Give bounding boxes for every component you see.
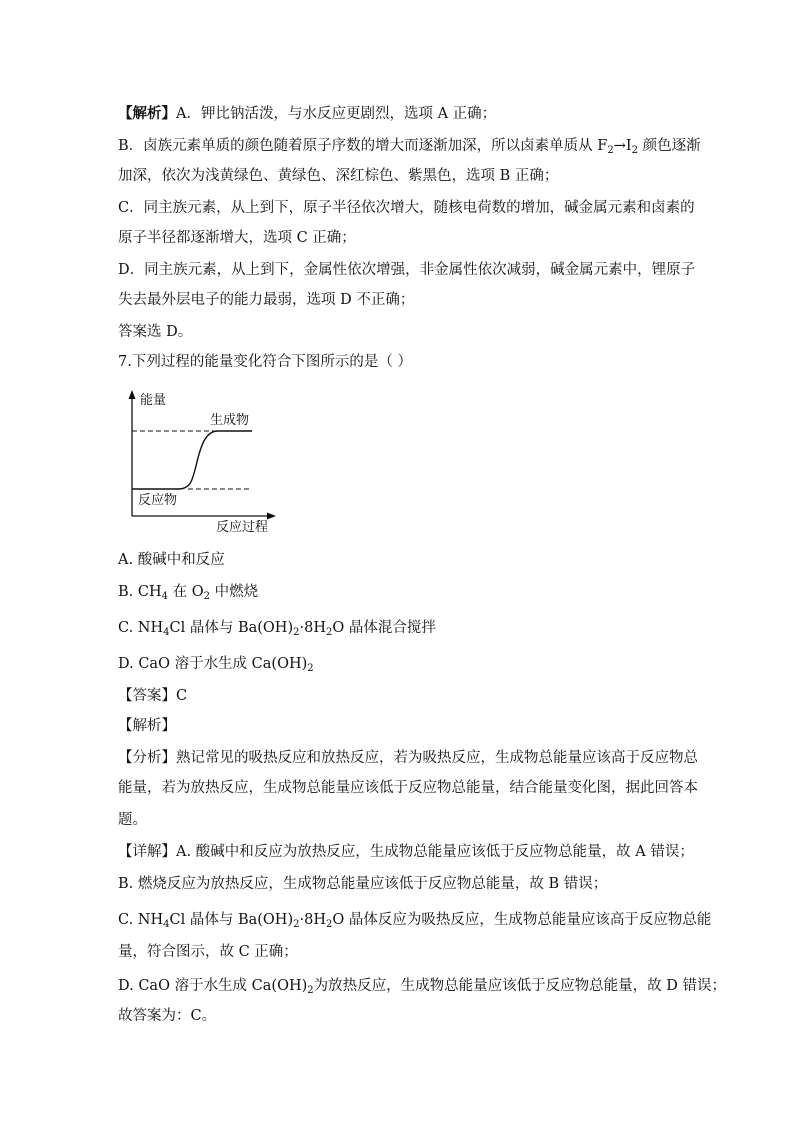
subscript: 2: [293, 919, 300, 930]
analysis-b-text-end: 颜色逐渐: [637, 138, 701, 154]
xiangjie-d: [118, 976, 726, 996]
xiangjie-d-text: D. CaO 溶于水生成 Ca(OH): [118, 978, 308, 994]
option-c-text: C. NH: [118, 620, 164, 636]
analysis-d-line1: D．同主族元素，从上到下，金属性依次增强，非金属性依次减弱，碱金属元素中，锂原子: [118, 262, 696, 278]
subscript: 2: [607, 145, 614, 156]
fenxi-line3: 题。: [118, 812, 147, 828]
analysis-d-line2: 失去最外层电子的能力最弱，选项 D 不正确；: [118, 292, 415, 308]
analysis-answer: 答案选 D。: [118, 324, 193, 340]
option-b: [118, 582, 258, 602]
product-label: 生成物: [210, 413, 250, 428]
subscript: 2: [203, 591, 210, 602]
subscript: 4: [161, 591, 168, 602]
option-c: [118, 618, 436, 638]
xiangjie-c-line2: 量，符合图示，故 C 正确；: [118, 944, 298, 960]
x-axis-label: 反应过程: [216, 520, 269, 535]
xiangjie-c-line1: [118, 910, 711, 930]
option-b-text: B. CH: [118, 584, 162, 600]
analysis-c-line1: C．同主族元素，从上到下，原子半径依次增大，随核电荷数的增加，碱金属元素和卤素的: [118, 200, 695, 216]
subscript: 2: [325, 627, 333, 638]
xiangjie-a: 【详解】A. 酸碱中和反应为放热反应，生成物总能量应该低于反应物总能量，故 A 错误；: [118, 844, 694, 860]
arrow-text: →I: [613, 138, 632, 154]
xiangjie-c-text: O 晶体反应为吸热反应，生成物总能量应该高于反应物总能: [332, 912, 712, 928]
subscript: 2: [631, 145, 638, 156]
analysis-a-text: A．钾比钠活泼，与水反应更剧烈，选项 A 正确；: [176, 106, 497, 122]
option-d: [118, 654, 314, 674]
option-c-text: Cl 晶体与 Ba(OH): [169, 620, 294, 636]
option-c-text: ·8H: [299, 620, 326, 636]
option-d-text: D. CaO 溶于水生成 Ca(OH): [118, 656, 308, 672]
xiangjie-d-text: 为放热反应，生成物总能量应该低于反应物总能量，故 D 错误；: [313, 978, 726, 994]
final-answer: 故答案为：C。: [118, 1008, 217, 1024]
option-b-text: 在 O: [168, 584, 204, 600]
subscript: 4: [163, 919, 170, 930]
subscript: 2: [293, 627, 300, 638]
subscript: 2: [307, 985, 314, 996]
y-axis-arrow: [129, 390, 136, 399]
energy-curve: [132, 431, 252, 489]
subscript: 2: [307, 663, 314, 674]
analysis-b-line2: 加深，依次为浅黄绿色、黄绿色、深红棕色、紫黑色，选项 B 正确；: [118, 168, 559, 184]
option-c-text: O 晶体混合搅拌: [332, 620, 436, 636]
analysis-heading: 【解析】: [118, 718, 176, 734]
y-axis-label: 能量: [140, 393, 167, 408]
energy-diagram: [118, 386, 288, 536]
fenxi-line1: 【分析】熟记常见的吸热反应和放热反应，若为吸热反应，生成物总能量应该高于反应物总: [118, 750, 698, 766]
subscript: 2: [325, 919, 333, 930]
analysis-a: [118, 104, 496, 124]
analysis-b-text: B．卤族元素单质的颜色随着原子序数的增大而逐渐加深，所以卤素单质从 F: [118, 138, 608, 154]
xiangjie-c-text: ·8H: [299, 912, 326, 928]
option-b-text: 中燃烧: [209, 584, 259, 600]
x-axis-arrow: [267, 513, 276, 520]
analysis-c-line2: 原子半径都逐渐增大，选项 C 正确；: [118, 230, 356, 246]
analysis-tag: 【解析】: [118, 105, 176, 122]
question-stem: 7.下列过程的能量变化符合下图所示的是（ ）: [118, 354, 412, 370]
xiangjie-c-text: Cl 晶体与 Ba(OH): [169, 912, 294, 928]
subscript: 4: [163, 627, 170, 638]
answer: 【答案】C: [118, 688, 188, 704]
fenxi-line2: 能量，若为放热反应，生成物总能量应该低于反应物总能量，结合能量变化图，据此回答本: [118, 780, 698, 796]
xiangjie-b: B. 燃烧反应为放热反应，生成物总能量应该低于反应物总能量，故 B 错误；: [118, 876, 608, 892]
xiangjie-c-text: C. NH: [118, 912, 164, 928]
reactant-label: 反应物: [138, 493, 178, 508]
option-a: A. 酸碱中和反应: [118, 552, 225, 568]
analysis-b-line1: [118, 136, 701, 156]
